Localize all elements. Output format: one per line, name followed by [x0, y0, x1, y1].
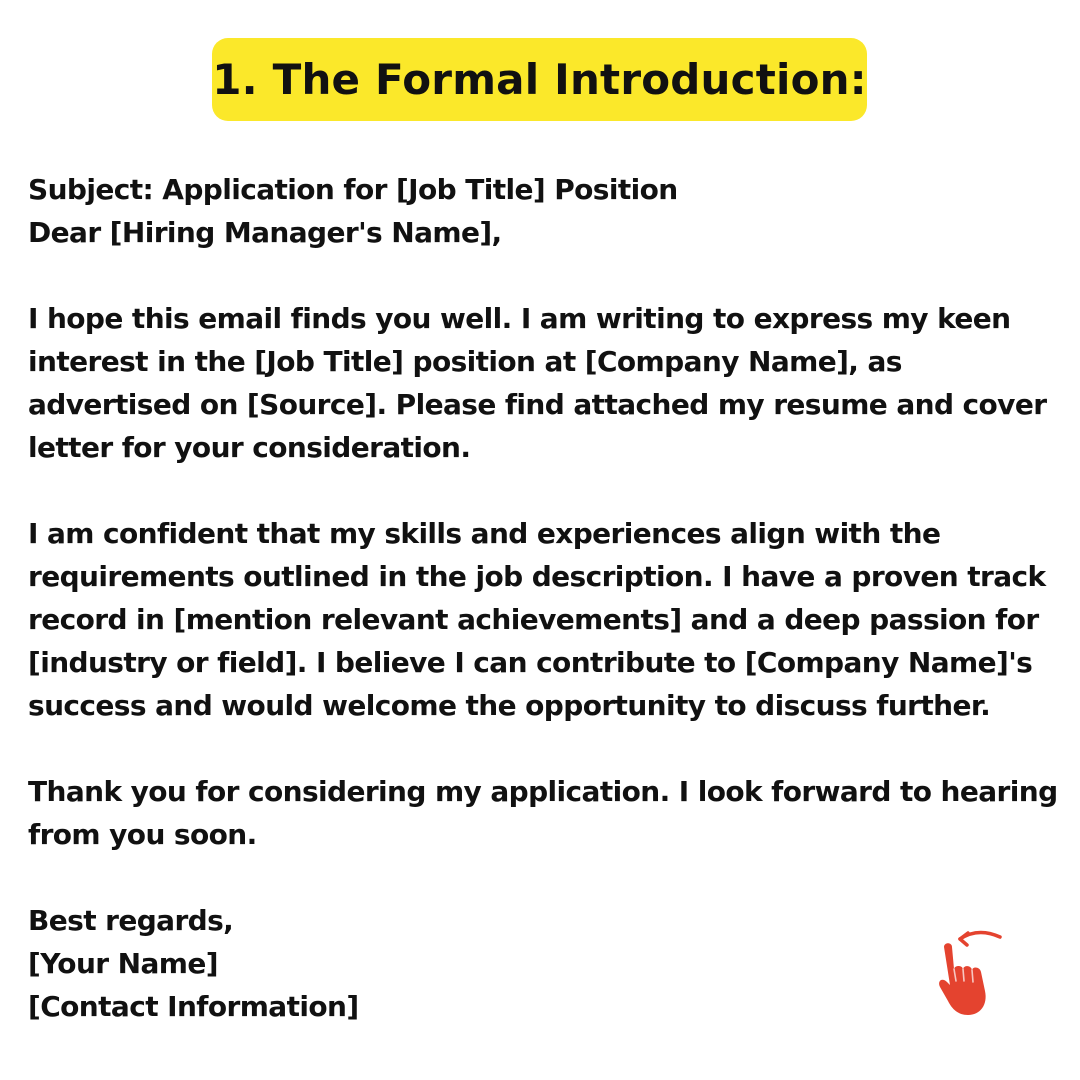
paragraph-line: requirements outlined in the job description. I have a proven track: [28, 560, 1046, 593]
subject-block: [28, 168, 1058, 254]
paragraph-line: record in [mention relevant achievements] and a deep passion for: [28, 603, 1039, 636]
paragraph-line: Thank you for considering my application. I look forward to hearing: [28, 775, 1058, 808]
paragraph-qualifications: [28, 512, 1058, 727]
paragraph-line: success and would welcome the opportunity to discuss further.: [28, 689, 991, 722]
paragraph-line: I am confident that my skills and experiences align with the: [28, 517, 941, 550]
paragraph-line: I hope this email finds you well. I am writing to express my keen: [28, 302, 1011, 335]
email-template: [28, 168, 1058, 1028]
signature-contact: [Contact Information]: [28, 990, 359, 1023]
paragraph-thanks: [28, 770, 1058, 856]
closing-line: Best regards,: [28, 904, 234, 937]
paragraph-line: advertised on [Source]. Please find attached my resume and cover: [28, 388, 1047, 421]
paragraph-line: from you soon.: [28, 818, 257, 851]
page-title: 1. The Formal Introduction:: [212, 55, 867, 104]
subject-line: Subject: Application for [Job Title] Position: [28, 173, 678, 206]
signature-name: [Your Name]: [28, 947, 218, 980]
signature-block: [28, 899, 1058, 1028]
paragraph-intro: [28, 297, 1058, 469]
title-banner: [212, 38, 867, 121]
paragraph-line: letter for your consideration.: [28, 431, 471, 464]
greeting-line: Dear [Hiring Manager's Name],: [28, 216, 502, 249]
paragraph-line: interest in the [Job Title] position at [Company Name], as: [28, 345, 902, 378]
paragraph-line: [industry or field]. I believe I can contribute to [Company Name]'s: [28, 646, 1033, 679]
swipe-hand-icon: [930, 925, 1010, 1020]
